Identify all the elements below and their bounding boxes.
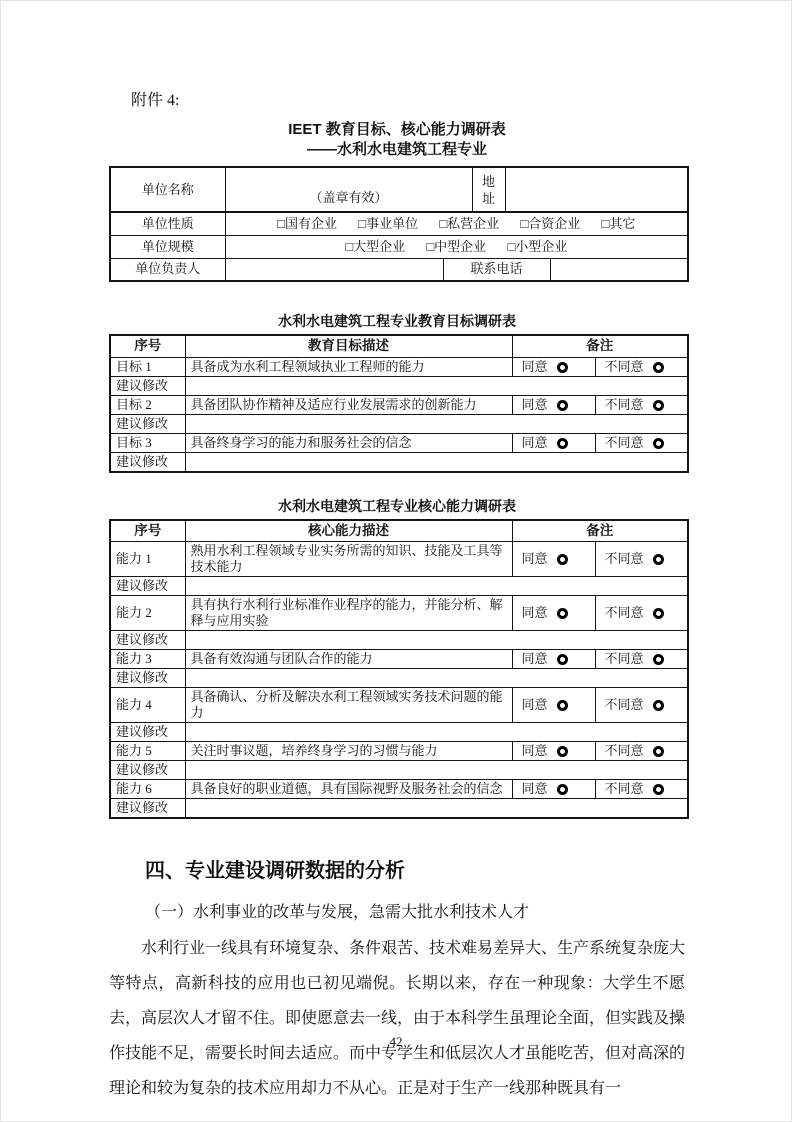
suggest-field[interactable]	[185, 376, 688, 395]
suggest-row	[110, 577, 688, 596]
suggest-row	[110, 799, 688, 819]
disagree-cell	[595, 688, 688, 723]
radio-icon[interactable]	[653, 362, 664, 373]
radio-icon[interactable]	[653, 784, 664, 795]
agree-cell	[512, 542, 595, 577]
objectives-table-title: 水利水电建筑工程专业教育目标调研表	[278, 313, 516, 329]
radio-icon[interactable]	[653, 554, 664, 565]
row-label: 目标 3	[110, 433, 185, 452]
disagree-cell	[595, 596, 688, 631]
suggest-row	[110, 452, 688, 472]
disagree-cell	[595, 780, 688, 799]
address-field[interactable]	[505, 167, 688, 212]
suggest-label: 建议修改	[110, 631, 185, 650]
radio-icon[interactable]	[653, 746, 664, 757]
radio-icon[interactable]	[557, 700, 568, 711]
checkbox-option-public-institution[interactable]: □事业单位	[358, 215, 419, 231]
row-label: 目标 1	[110, 357, 185, 376]
unit-head-label: 单位负责人	[110, 258, 225, 281]
agree-cell	[512, 395, 595, 414]
checkbox-option-state-owned[interactable]: □国有企业	[277, 215, 337, 231]
checkbox-option-private[interactable]: □私营企业	[439, 215, 500, 231]
agree-cell	[512, 596, 595, 631]
address-label: 地址	[472, 167, 505, 212]
col-header-remark: 备注	[512, 520, 688, 542]
table-row	[110, 742, 688, 761]
checkbox-option-medium[interactable]: □中型企业	[426, 238, 487, 254]
suggest-field[interactable]	[185, 414, 688, 433]
row-label: 能力 6	[110, 780, 185, 799]
disagree-label: 不同意	[604, 651, 644, 666]
suggest-field[interactable]	[185, 761, 688, 780]
unit-head-field[interactable]	[225, 258, 443, 281]
suggest-label: 建议修改	[110, 723, 185, 742]
disagree-label: 不同意	[604, 605, 644, 620]
unit-info-table	[109, 166, 689, 282]
page-number: 42	[389, 1034, 403, 1049]
ability-description: 具备良好的职业道德，具有国际视野及服务社会的信念	[185, 780, 512, 799]
agree-cell	[512, 742, 595, 761]
agree-label: 同意	[521, 396, 548, 412]
disagree-label: 不同意	[604, 781, 644, 796]
table-row	[110, 258, 688, 281]
suggest-field[interactable]	[185, 669, 688, 688]
agree-cell	[512, 357, 595, 376]
suggest-label: 建议修改	[110, 761, 185, 780]
radio-icon[interactable]	[557, 746, 568, 757]
radio-icon[interactable]	[557, 784, 568, 795]
suggest-row	[110, 723, 688, 742]
radio-icon[interactable]	[557, 400, 568, 411]
checkbox-option-small[interactable]: □小型企业	[507, 238, 568, 254]
col-header-desc: 教育目标描述	[185, 335, 512, 357]
radio-icon[interactable]	[653, 438, 664, 449]
row-label: 能力 2	[110, 596, 185, 631]
unit-name-label: 单位名称	[110, 167, 225, 212]
disagree-cell	[595, 395, 688, 414]
abilities-table	[109, 519, 689, 820]
section-subheading: （一）水利事业的改革与发展，急需大批水利技术人才	[145, 904, 530, 921]
unit-scale-options	[225, 235, 688, 258]
agree-label: 同意	[521, 697, 548, 712]
table-row	[110, 167, 688, 212]
disagree-cell	[595, 433, 688, 452]
table-row	[110, 212, 688, 235]
radio-icon[interactable]	[557, 608, 568, 619]
table-row	[110, 395, 688, 414]
table-row	[110, 650, 688, 669]
col-header-desc: 核心能力描述	[185, 520, 512, 542]
unit-scale-label: 单位规模	[110, 235, 225, 258]
row-label: 能力 5	[110, 742, 185, 761]
suggest-field[interactable]	[185, 799, 688, 819]
table-row	[110, 596, 688, 631]
suggest-label: 建议修改	[110, 577, 185, 596]
ability-description: 关注时事议题，培养终身学习的习惯与能力	[185, 742, 512, 761]
suggest-field[interactable]	[185, 452, 688, 472]
table-header-row	[110, 335, 688, 357]
form-title-line1: IEET 教育目标、核心能力调研表	[288, 121, 506, 138]
radio-icon[interactable]	[557, 554, 568, 565]
agree-cell	[512, 688, 595, 723]
disagree-label: 不同意	[604, 358, 644, 374]
phone-label: 联系电话	[443, 258, 550, 281]
suggest-field[interactable]	[185, 631, 688, 650]
disagree-cell	[595, 542, 688, 577]
table-row	[110, 542, 688, 577]
objective-description: 具备团队协作精神及适应行业发展需求的创新能力	[185, 395, 512, 414]
suggest-label: 建议修改	[110, 376, 185, 395]
agree-label: 同意	[521, 743, 548, 758]
suggest-label: 建议修改	[110, 669, 185, 688]
radio-icon[interactable]	[653, 700, 664, 711]
table-row	[110, 235, 688, 258]
agree-label: 同意	[521, 651, 548, 666]
ability-description: 熟用水利工程领域专业实务所需的知识、技能及工具等技术能力	[185, 542, 512, 577]
checkbox-option-other[interactable]: □其它	[601, 215, 636, 231]
suggest-row	[110, 376, 688, 395]
ability-description: 具备有效沟通与团队合作的能力	[185, 650, 512, 669]
disagree-label: 不同意	[604, 743, 644, 758]
ability-description: 具备确认、分析及解决水利工程领域实务技术问题的能力	[185, 688, 512, 723]
unit-nature-label: 单位性质	[110, 212, 225, 235]
suggest-field[interactable]	[185, 577, 688, 596]
suggest-row	[110, 414, 688, 433]
ability-description: 具有执行水利行业标准作业程序的能力，并能分析、解释与应用实验	[185, 596, 512, 631]
agree-cell	[512, 780, 595, 799]
col-header-no: 序号	[110, 520, 185, 542]
radio-icon[interactable]	[653, 608, 664, 619]
agree-label: 同意	[521, 358, 548, 374]
abilities-table-title: 水利水电建筑工程专业核心能力调研表	[278, 497, 516, 514]
disagree-cell	[595, 742, 688, 761]
table-row	[110, 357, 688, 376]
attachment-label: 附件 4:	[131, 92, 180, 109]
agree-label: 同意	[521, 605, 548, 620]
suggest-row	[110, 761, 688, 780]
agree-cell	[512, 650, 595, 669]
radio-icon[interactable]	[557, 654, 568, 665]
table-header-row	[110, 520, 688, 542]
radio-icon[interactable]	[557, 362, 568, 373]
disagree-label: 不同意	[604, 434, 644, 450]
checkbox-option-joint-venture[interactable]: □合资企业	[520, 215, 581, 231]
checkbox-option-large[interactable]: □大型企业	[345, 238, 406, 254]
agree-label: 同意	[521, 551, 548, 566]
objective-description: 具备终身学习的能力和服务社会的信念	[185, 433, 512, 452]
row-label: 能力 3	[110, 650, 185, 669]
disagree-cell	[595, 650, 688, 669]
table-row	[110, 688, 688, 723]
suggest-label: 建议修改	[110, 799, 185, 819]
row-label: 能力 1	[110, 542, 185, 577]
col-header-remark: 备注	[512, 335, 688, 357]
table-row	[110, 780, 688, 799]
disagree-label: 不同意	[604, 396, 644, 412]
disagree-cell	[595, 357, 688, 376]
row-label: 目标 2	[110, 395, 185, 414]
row-label: 能力 4	[110, 688, 185, 723]
section-heading: 四、专业建设调研数据的分析	[145, 860, 405, 882]
radio-icon[interactable]	[653, 400, 664, 411]
form-title-line2: ——水利水电建筑工程专业	[306, 141, 487, 158]
radio-icon[interactable]	[557, 438, 568, 449]
phone-field[interactable]	[550, 258, 688, 281]
disagree-label: 不同意	[604, 697, 644, 712]
radio-icon[interactable]	[653, 654, 664, 665]
suggest-row	[110, 669, 688, 688]
body-paragraph: 水利行业一线具有环境复杂、条件艰苦、技术难易差异大、生产系统复杂庞大等特点，高新科技的应用也已初见端倪。长期以来，存在一种现象：大学生不愿去，高层次人才留不住。即使愿意去一线，由于本科学生虽理论全面，但实践及操作技能不足，需要长时间去适应。而中专学生和低层次人才虽能吃苦，但对高深的理论和较为复杂的技术应用却力不从心。正是对于生产一线那种既具有一	[109, 940, 686, 1097]
col-header-no: 序号	[110, 335, 185, 357]
objectives-table	[109, 334, 689, 473]
agree-cell	[512, 433, 595, 452]
table-row	[110, 433, 688, 452]
suggest-row	[110, 631, 688, 650]
suggest-label: 建议修改	[110, 414, 185, 433]
objective-description: 具备成为水利工程领域执业工程师的能力	[185, 357, 512, 376]
unit-nature-options	[225, 212, 688, 235]
disagree-label: 不同意	[604, 551, 644, 566]
agree-label: 同意	[521, 781, 548, 796]
agree-label: 同意	[521, 434, 548, 450]
unit-name-field[interactable]: （盖章有效）	[225, 167, 472, 212]
suggest-field[interactable]	[185, 723, 688, 742]
suggest-label: 建议修改	[110, 452, 185, 472]
